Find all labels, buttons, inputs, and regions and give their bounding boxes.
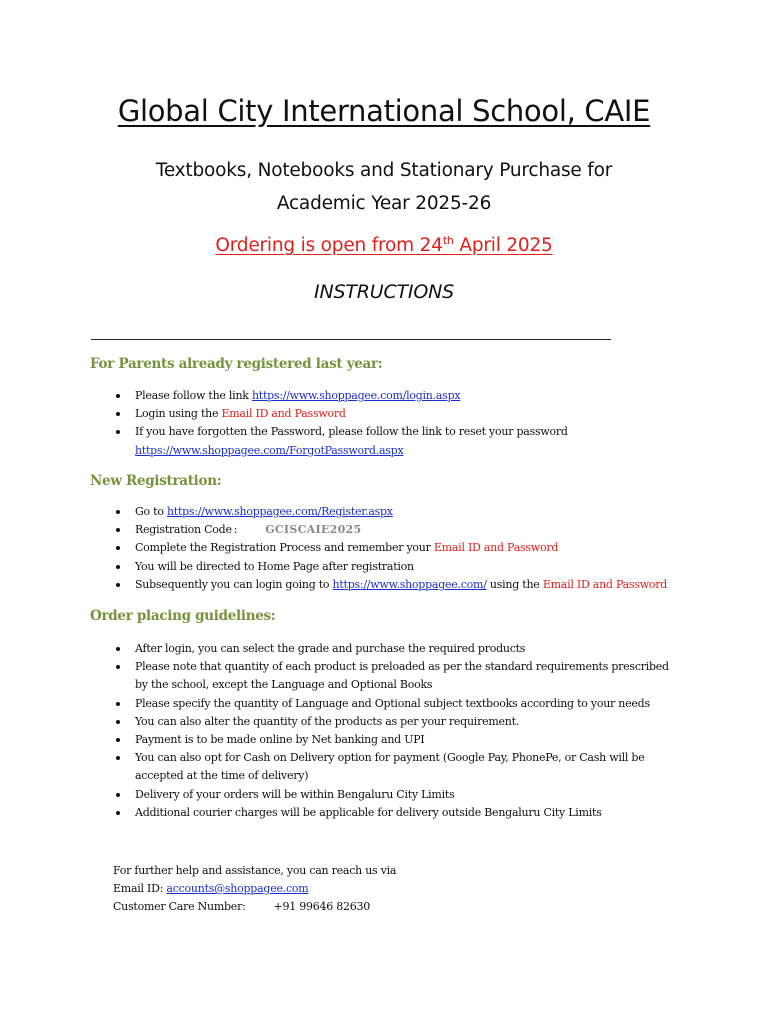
- list-item-text: If you have forgotten the Password, please follow the link to reset your password: [135, 425, 568, 439]
- email-password-highlight: Email ID and Password: [221, 407, 346, 421]
- list-item: [114, 405, 674, 423]
- list-item: [114, 786, 674, 804]
- list-item: [114, 658, 674, 694]
- email-password-highlight: Email ID and Password: [542, 577, 668, 591]
- help-text: For further help and assistance, you can reach us via: [113, 864, 397, 877]
- registration-code-colon: :: [233, 523, 238, 537]
- list-item: [114, 713, 674, 731]
- list-item-text: Please follow the link: [135, 389, 252, 402]
- support-email-link[interactable]: accounts@shoppagee.com: [166, 882, 309, 895]
- document-subtitle-line2: Academic Year 2025-26: [276, 193, 492, 214]
- list-item-continuation: accepted at the time of delivery): [135, 769, 309, 783]
- list-item: [114, 539, 674, 557]
- list-item-text: Subsequently you can login going to: [135, 577, 333, 591]
- email-line: [113, 880, 308, 898]
- new-registration-heading: New Registration:: [90, 473, 222, 489]
- order-guidelines-list: [114, 640, 674, 822]
- list-item-text: Payment is to be made online by Net banking and UPI: [135, 733, 425, 747]
- list-item-text: Please note that quantity of each product is preloaded as per the standard requirements prescribed: [135, 660, 669, 674]
- document-title: Global City International School, CAIE: [117, 94, 651, 128]
- list-item: [114, 576, 674, 594]
- email-password-highlight: Email ID and Password: [433, 541, 559, 555]
- registered-parents-heading: For Parents already registered last year:: [90, 356, 383, 372]
- list-item: [114, 503, 674, 521]
- list-item-text: Go to: [135, 505, 167, 518]
- forgot-password-link[interactable]: https://www.shoppagee.com/ForgotPassword.aspx: [135, 443, 404, 457]
- document-subtitle-line1: Textbooks, Notebooks and Stationary Purchase for: [155, 160, 613, 181]
- list-item: [114, 640, 674, 658]
- new-registration-list: [114, 503, 674, 594]
- list-item: [114, 695, 674, 713]
- list-item-text: You can also alter the quantity of the products as per your requirement.: [135, 714, 520, 728]
- list-item-text: You can also opt for Cash on Delivery option for payment (Google Pay, PhonePe, or Cash will be: [135, 751, 645, 765]
- ordering-open-notice: [0, 235, 768, 256]
- list-item-text: After login, you can select the grade and purchase the required products: [135, 642, 526, 655]
- list-item: [114, 521, 674, 539]
- ordering-suffix: April 2025: [453, 235, 553, 256]
- register-link[interactable]: https://www.shoppagee.com/Register.aspx: [166, 505, 393, 518]
- list-item: [114, 423, 674, 459]
- list-item: [114, 558, 674, 576]
- list-item-continuation: by the school, except the Language and Optional Books: [135, 678, 433, 692]
- list-item-text: Delivery of your orders will be within Bengaluru City Limits: [135, 787, 455, 801]
- ordering-prefix: Ordering is open from 24: [215, 235, 443, 256]
- registration-code-value: GCISCAIE2025: [265, 523, 362, 537]
- list-item-text: Please specify the quantity of Language and Optional subject textbooks according to your needs: [135, 696, 650, 710]
- list-item: [114, 749, 674, 785]
- list-item-text: You will be directed to Home Page after registration: [135, 559, 414, 573]
- list-item-text: Additional courier charges will be applicable for delivery outside Bengaluru City Limits: [135, 805, 602, 819]
- list-item-text: using the: [486, 577, 543, 591]
- ordering-superscript: th: [442, 233, 454, 247]
- list-item: [114, 387, 674, 405]
- list-item: [114, 804, 674, 822]
- customer-care-number: +91 99646 82630: [273, 900, 370, 913]
- horizontal-divider: [91, 339, 611, 340]
- customer-care-line: [113, 898, 370, 916]
- list-item-text: Login using the: [135, 407, 222, 421]
- home-link[interactable]: https://www.shoppagee.com/: [332, 577, 487, 591]
- customer-care-label: Customer Care Number:: [113, 900, 246, 913]
- login-link[interactable]: https://www.shoppagee.com/login.aspx: [251, 389, 461, 402]
- list-item-text: Complete the Registration Process and remember your: [135, 541, 434, 555]
- order-guidelines-heading: Order placing guidelines:: [90, 608, 276, 624]
- list-item: [114, 731, 674, 749]
- instructions-heading: INSTRUCTIONS: [314, 281, 454, 303]
- registration-code-label: Registration Code: [135, 523, 232, 537]
- registered-parents-list: [114, 387, 674, 460]
- email-label: Email ID:: [113, 882, 167, 895]
